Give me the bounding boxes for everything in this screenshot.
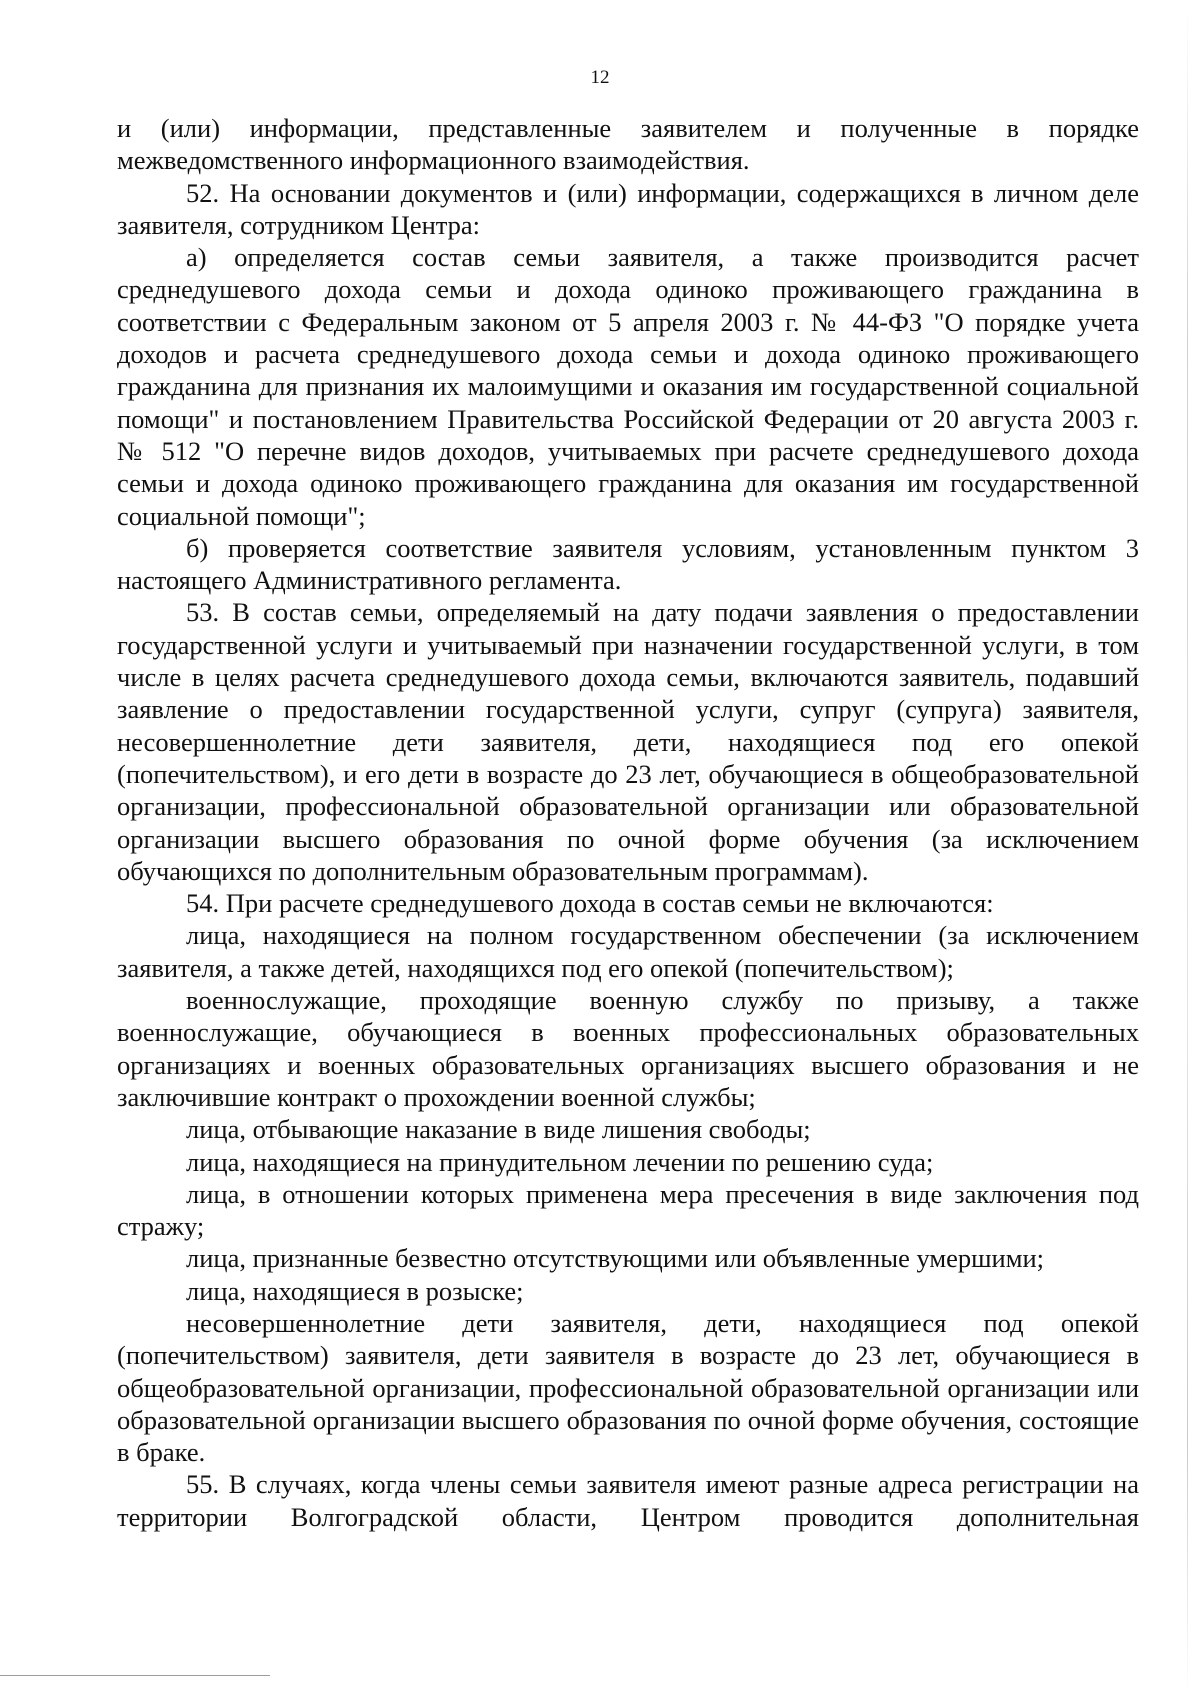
- paragraph-54: 54. При расчете среднедушевого дохода в состав семьи не включаются:: [186, 888, 994, 919]
- paragraph-52-b: б) проверяется соответствие заявителя условиям, установленным пунктом 3 настоящего Административного регламента.: [117, 532, 1139, 596]
- paragraph-53: 53. В состав семьи, определяемый на дату подачи заявления о предоставлении государственной услуги и учитываемый при назначении государственной услуги, в том числе в целях расчета среднедушевого дохода семьи, включаются заявитель, подавший заявление о предоставлении государственной услуги, супруг (супруга) заявителя, несовершеннолетние дети заявителя, дети, находящиеся под его опекой (попечительством), и его дети в возрасте до 23 лет, обучающиеся в общеобразовательной организации, профессиональной образовательной организации или образовательной организации высшего образования по очной форме обучения (за исключением обучающихся по дополнительным образовательным программам).: [117, 597, 1139, 886]
- paragraph-continuation: и (или) информации, представленные заявителем и полученные в порядке межведомственного информационного взаимодействия.: [117, 113, 1139, 176]
- scan-bottom-line: [0, 1675, 270, 1676]
- list-item-exclusion: лица, в отношении которых применена мера пресечения в виде заключения под стражу;: [117, 1178, 1139, 1242]
- scan-edge-line: [1187, 0, 1188, 1696]
- list-item-exclusion: несовершеннолетние дети заявителя, дети, находящиеся под опекой (попечительством) заявителя, дети заявителя в возрасте до 23 лет, обучающиеся в общеобразовательной организации, профессиональной образовательной организации или образовательной организации высшего образования по очной форме обучения, состоящие в браке.: [117, 1307, 1139, 1468]
- document-body: [117, 112, 1139, 1533]
- list-item-exclusion: лица, признанные безвестно отсутствующими или объявленные умершими;: [186, 1243, 1045, 1274]
- list-item-exclusion: лица, находящиеся на принудительном лечении по решению суда;: [186, 1146, 934, 1177]
- paragraph-52: 52. На основании документов и (или) информации, содержащихся в личном деле заявителя, сотрудником Центра:: [117, 177, 1139, 240]
- list-item-exclusion: лица, отбывающие наказание в виде лишения свободы;: [186, 1114, 811, 1145]
- list-item-exclusion: военнослужащие, проходящие военную службу по призыву, а также военнослужащие, обучающиеся в военных профессиональных образовательных организациях и военных образовательных организациях высшего образования и не заключившие контракт о прохождении военной службы;: [117, 985, 1139, 1112]
- list-item-exclusion: лица, находящиеся в розыске;: [186, 1275, 524, 1306]
- paragraph-52-a: а) определяется состав семьи заявителя, а также производится расчет среднедушевого дохода семьи и дохода одиноко проживающего гражданина в соответствии с Федеральным законом от 5 апреля 2003 г. № 44-ФЗ "О порядке учета доходов и расчета среднедушевого дохода семьи и дохода одиноко проживающего гражданина для признания их малоимущими и оказания им государственной социальной помощи" и постановлением Правительства Российской Федерации от 20 августа 2003 г. № 512 "О перечне видов доходов, учитываемых при расчете среднедушевого дохода семьи и дохода одиноко проживающего гражданина для оказания им государственной социальной помощи";: [117, 242, 1139, 531]
- paragraph-55: 55. В случаях, когда члены семьи заявителя имеют разные адреса регистрации на территории Волгоградской области, Центром проводится дополнительная: [117, 1469, 1139, 1532]
- page-number: 12: [590, 67, 610, 88]
- list-item-exclusion: лица, находящиеся на полном государственном обеспечении (за исключением заявителя, а также детей, находящихся под его опекой (попечительством);: [117, 920, 1139, 983]
